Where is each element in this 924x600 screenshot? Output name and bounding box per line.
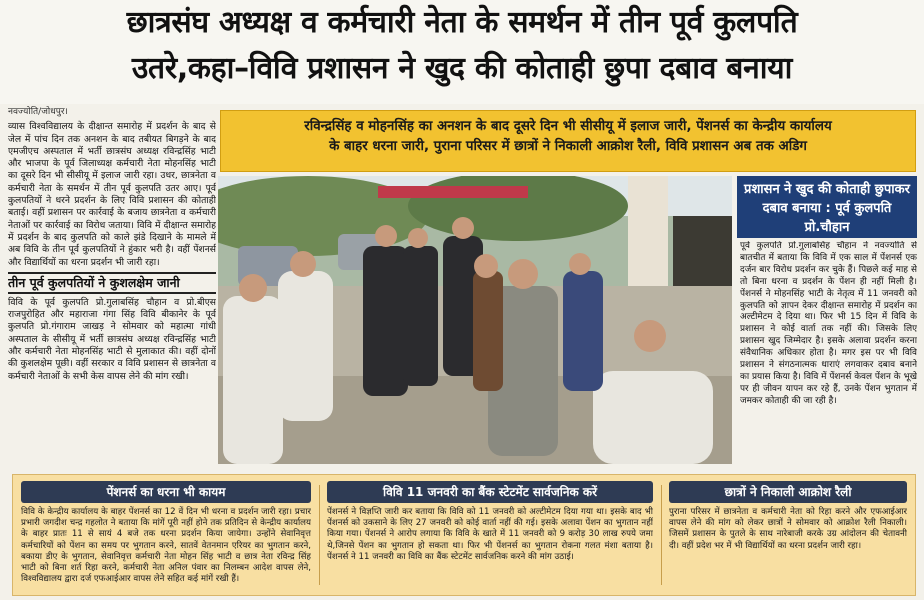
news-photo-illustration [218,176,732,464]
bottom-column-text: पुराना परिसर में छात्रनेता व कर्मचारी नेता को रिहा करने और एफआईआर वापस लेने की मांग को लेकर छात्रों ने सोमवार को आक्रोश रैली निकाली। जिसमें प्रशासन के पुतले के साथ नारेबाजी करके उग्र आंदोलन की चेतावनी दी। वहीं प्रदेश भर में भी विद्यार्थियों का धरना प्रदर्शन जारी रहा। [669,507,907,551]
news-photo [218,176,732,464]
headline-line-2: उतरे,कहा–विवि प्रशासन ने खुद की कोताही छुपा दबाव बनाया [131,51,793,86]
article-subhead: तीन पूर्व कुलपतियों ने कुशलक्षेम जानी [8,272,216,294]
column-divider [661,485,662,585]
deck-line-1: रविन्द्रसिंह व मोहनसिंह का अनशन के बाद दूसरे दिन भी सीसीयू में इलाज जारी, पेंशनर्स का केन्द्रीय कार्यालय [304,119,832,134]
headline-line-1: छात्रसंघ अध्यक्ष व कर्मचारी नेता के समर्थन में तीन पूर्व कुलपति [126,5,798,40]
bottom-column-heading: विवि 11 जनवरी का बैंक स्टेटमेंट सार्वजनिक करें [327,481,653,503]
article-paragraph-2: विवि के पूर्व कुलपति प्रो.गुलाबसिंह चौहान व प्रो.बीएस राजपुरोहित और महाराजा गंगा सिंह विवि बीकानेर के पूर्व कुलपति प्रो.गंगाराम जाखड़ ने सोमवार को महात्मा गांधी अस्पताल के सीसीयू में भर्ती छात्रसंघ अध्यक्ष रविन्द्रसिंह भाटी और कर्मचारी नेता मोहनसिंह भाटी से मुलाकात की। वहीं दोनों की कुशलक्षेम पूछी। वहीं सरकार व विवि प्रशासन से छात्रनेता व कर्मचारी नेताओं के सभी केस वापस लेने की मांग रखी। [8,296,216,382]
deck-banner [220,110,916,172]
bottom-column-pensioners [21,481,311,591]
side-box-heading: प्रशासन ने खुद की कोताही छुपाकर दबाव बनाया : पूर्व कुलपति प्रो.चौहान [737,176,917,238]
bottom-column-heading: छात्रों ने निकाली आक्रोश रैली [669,481,907,503]
deck-line-2: के बाहर धरना जारी, पुराना परिसर में छात्रों ने निकाली आक्रोश रैली, विवि प्रशासन अब तक अडिग [329,139,807,154]
bottom-section [12,474,916,596]
dateline: नवज्योति/जोधपुर। [8,107,68,117]
side-box-body: पूर्व कुलपति प्रो.गुलाबसिंह चौहान ने नवज्योति से बातचीत में बताया कि विवि में एक साल में पेंशनर्स एक दर्जन बार विरोध प्रदर्शन कर चुके हैं। पिछले कई माह से तो बिना धरना व प्रदर्शन के पेंशन ही नहीं मिली है। पेंशनर्स ने मोहनसिंह भाटी के नेतृत्व में 11 जनवरी को कुलपति को ज्ञापन देकर दीक्षान्त समारोह में प्रदर्शन का अल्टीमेटम दे दिया था। फिर भी 15 दिन में विवि के प्रशासन ने कोई वार्ता तक नहीं की। जिसके लिए प्रशासन खुद जिम्मेदार है। इसके अलावा प्रदर्शन करना संवैधानिक अधिकार होता है। मगर इस पर भी विवि प्रशासन ने संगठनात्मक धाराएं लगवाकर दबाव बनाने का प्रयास किया है। विवि में पेंशनर्स केवल पेंशन के भूखे पर ही जीवन यापन कर रहे हैं, उनके पेंशन भुगतान में जमकर कोताही की जा रही है। [740,241,917,406]
bottom-column-student-rally [669,481,907,591]
bottom-column-heading: पेंशनर्स का धरना भी कायम [21,481,311,503]
bottom-column-bank-statement [327,481,653,591]
bottom-column-text: पेंशनर्स ने विज्ञप्ति जारी कर बताया कि विवि को 11 जनवरी को अल्टीमेटम दिया गया था। इसके बाद भी पेंशनर्स को उकसाने के लिए 27 जनवरी को कोई वार्ता नहीं की गई। इसके अलावा पेंशन का भुगतान नहीं किया गया। पेंशनर्स ने आरोप लगाया कि विवि के खाते में 11 जनवरी को 9 करोड़ 30 लाख रुपये जमा थे,जिनसे पेंशन का भुगतान हो सकता था। फिर भी पेंशनर्स का भुगतान रोकना गलत मंशा बताया है। पेंशनर्स ने 11 जनवरी का विवि का बैंक स्टेटमेंट सार्वजनिक करने की मांग उठाई। [327,507,653,562]
article-paragraph-1: व्यास विश्वविद्यालय के दीक्षान्त समारोह में प्रदर्शन के बाद से जेल में पांच दिन तक अनशन के बाद तबीयत बिगड़ने के बाद एमजीएच अस्पताल में भर्ती छात्रसंघ अध्यक्ष रविन्द्रसिंह भाटी और भाजपा के पूर्व जिलाध्यक्ष कर्मचारी नेता मोहनसिंह भाटी का दूसरे दिन भी सीसीयू में इलाज जारी रहा। उधर, छात्रनेता व कर्मचारी नेता के समर्थन में तीन पूर्व कुलपति उतर आए। पूर्व कुलपतियों ने धरने प्रदर्शन के लिए विवि प्रशासन की कोताही बताई। वहीं प्रशासन पर कार्रवाई के बजाय छात्रनेता व कर्मचारी नेताओं पर कार्रवाई का विरोध जताया। विवि में दीक्षान्त समारोह में प्रदर्शन के बाद कुलपति को काले झंडे दिखाने के मामले में अब विवि के तीन पूर्व कुलपतियों ने हुंकार भरी है। वहीं पेंशनर्स और विद्यार्थियों का धरना प्रदर्शन भी जारी रहा। [8,121,216,268]
headline [0,0,924,104]
bottom-column-text: विवि के केन्द्रीय कार्यालय के बाहर पेंशनर्स का 12 वें दिन भी धरना व प्रदर्शन जारी रहा। प्रचार प्रभारी जगदीश चन्द्र गहलोत ने बताया कि मांगें पूरी नहीं होने तक प्रतिदिन से केन्द्रीय कार्यालय के बाहर प्रातः 11 से सायं 4 बजे तक धरना प्रदर्शन किया जायेगा। उन्होंने सेवानिवृत्त कर्मचारियों को पेंशन का समय पर भुगतान करने, सातवें वेतनमान एरियर का भुगतान करने, बकाया डीए के भुगतान, सेवानिवृत्त कर्मचारी नेता मोहन सिंह भाटी व छात्र नेता रविन्द्र सिंह भाटी को बिना शर्त रिहा करने, कर्मचारी नेता अनिल पंवार का निलम्बन आदेश वापस लेने, विश्वविद्यालय द्वारा दर्ज एफआईआर वापस लेने सहित कई मांगें रखी हैं। [21,507,311,585]
left-article-column [8,106,216,466]
column-divider [319,485,320,585]
